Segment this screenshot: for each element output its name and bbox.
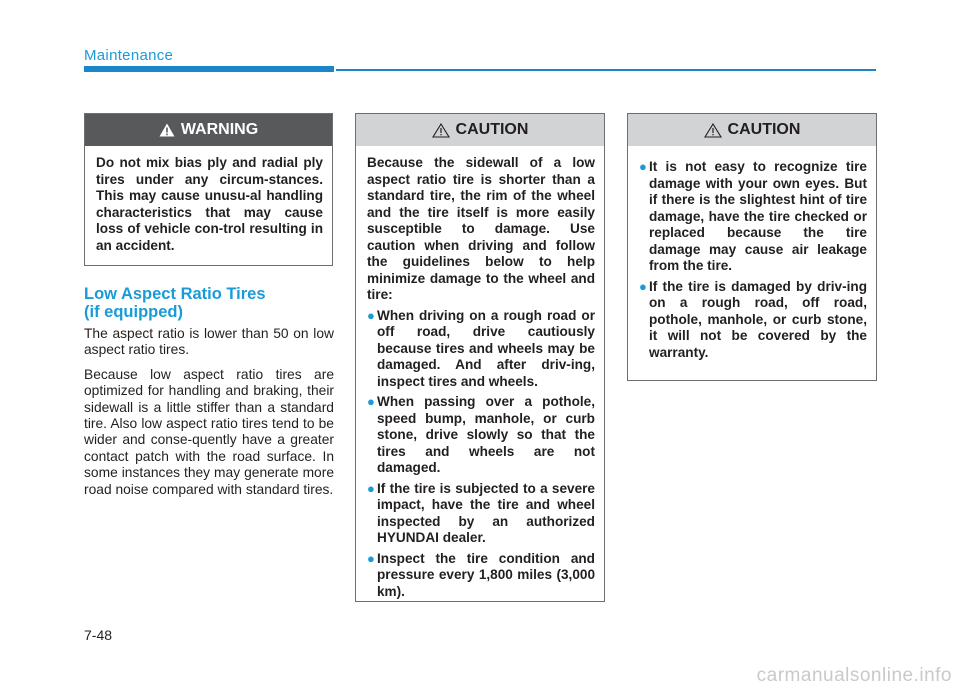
caution-bullet bbox=[639, 159, 867, 275]
caution-bullet-text: If the tire is subjected to a severe impact, have the tire and wheel inspected by an authorized HYUNDAI dealer. bbox=[377, 480, 595, 545]
bullet-dot-icon: ● bbox=[367, 550, 375, 566]
caution-bullet bbox=[367, 551, 595, 601]
caution-header bbox=[628, 114, 876, 146]
warning-body bbox=[85, 146, 332, 264]
caution-triangle-icon bbox=[432, 123, 450, 138]
caution-bullet-text: If the tire is damaged by driv-ing on a rough road, off road, pothole, manhole, or curb stone, it will not be covered by the warranty. bbox=[649, 278, 867, 360]
warning-triangle-icon bbox=[159, 123, 175, 137]
caution-bullet-text: When passing over a pothole, speed bump, manhole, or curb stone, drive slowly so that the tires and wheels are not damaged. bbox=[377, 394, 595, 475]
caution-bullet-text: It is not easy to recognize tire damage with your own eyes. But if there is the slightest hint of tire damage, have the tire checked or replaced because the tire damage may cause air leakage from the tire. bbox=[649, 159, 867, 273]
warning-header bbox=[85, 114, 332, 146]
caution-bullet bbox=[639, 279, 867, 362]
caution-bullet-text: When driving on a rough road or off road, drive cautiously because tires and wheels may be damaged. And after driv-ing, inspect tires and wheels. bbox=[377, 307, 595, 389]
caution-title: CAUTION bbox=[455, 121, 529, 138]
warning-title: WARNING bbox=[180, 121, 259, 138]
section-title: Maintenance bbox=[84, 47, 174, 64]
caution-bullet-text: Inspect the tire condition and pressure every 1,800 miles (3,000 km). bbox=[377, 550, 595, 599]
caution-bullet bbox=[367, 394, 595, 477]
caution-bullet-list bbox=[367, 308, 595, 601]
warning-text: Do not mix bias ply and radial ply tires under any circum-stances. This may cause unusu-al handling characteristics that may cause loss of vehicle con-trol resulting in an accident. bbox=[96, 155, 323, 253]
article-heading bbox=[84, 285, 334, 321]
header-rule-thin bbox=[336, 69, 876, 71]
bullet-dot-icon: ● bbox=[367, 480, 375, 496]
caution-body bbox=[628, 146, 876, 371]
bullet-dot-icon: ● bbox=[367, 307, 375, 323]
caution-box-damage bbox=[627, 113, 877, 381]
article-heading-line1: Low Aspect Ratio Tires bbox=[84, 285, 266, 303]
caution-box-sidewall bbox=[355, 113, 605, 602]
page-number: 7-48 bbox=[84, 627, 113, 643]
article-paragraph: The aspect ratio is lower than 50 on low aspect ratio tires. bbox=[84, 326, 334, 358]
header-rule-thick bbox=[84, 66, 334, 72]
caution-title: CAUTION bbox=[727, 121, 801, 138]
caution-bullet-list bbox=[639, 159, 867, 361]
caution-bullet bbox=[367, 308, 595, 391]
article-body bbox=[84, 326, 334, 506]
bullet-dot-icon: ● bbox=[639, 159, 647, 174]
caution-intro: Because the sidewall of a low aspect ratio tire is shorter than a standard tire, the rim of the wheel and the tire itself is more easily susceptible to damage. Use caution when driving and follow the guidelines below to help minimize damage to the wheel and tire: bbox=[367, 155, 595, 302]
caution-body bbox=[356, 146, 604, 610]
caution-triangle-icon bbox=[704, 123, 722, 138]
bullet-dot-icon: ● bbox=[367, 394, 375, 409]
article-heading-line2: (if equipped) bbox=[84, 303, 183, 321]
warning-box bbox=[84, 113, 333, 266]
article-paragraph: Because low aspect ratio tires are optimized for handling and braking, their sidewall is a little stiffer than a standard tire. Also low aspect ratio tires tend to be wider and conse-quently have a greater contact patch with the road surface. In some instances they may generate more road noise compared with standard tires. bbox=[84, 366, 334, 497]
watermark: carmanualsonline.info bbox=[756, 665, 952, 686]
caution-header bbox=[356, 114, 604, 146]
caution-bullet bbox=[367, 481, 595, 547]
bullet-dot-icon: ● bbox=[639, 278, 647, 294]
